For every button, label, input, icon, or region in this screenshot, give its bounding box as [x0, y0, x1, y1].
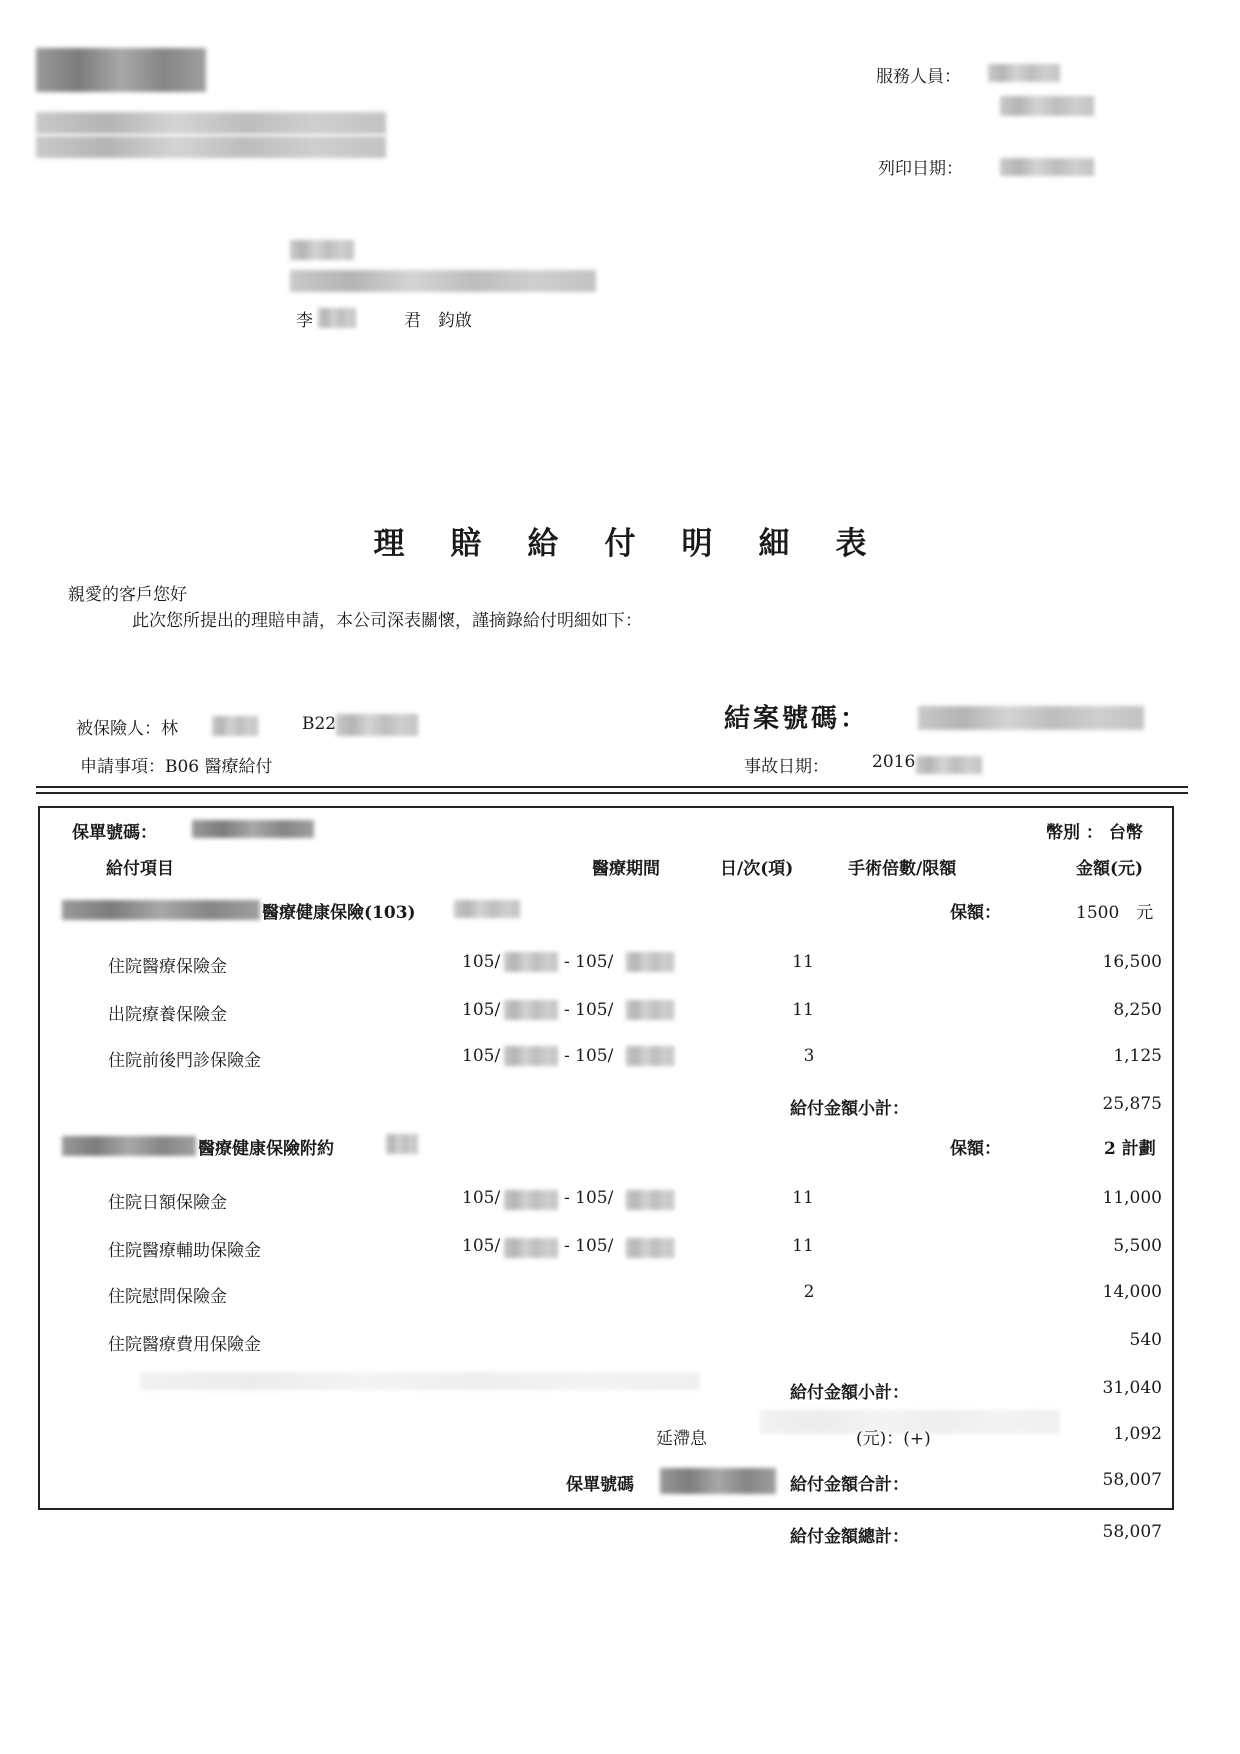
table-row-1-amount: 16,500 [1102, 952, 1162, 972]
recipient-salutation: 君 鈞啟 [404, 311, 472, 331]
document-title: 理賠給付明細表 [373, 526, 913, 562]
section-2-coverage-label: 保額： [950, 1139, 1001, 1159]
insured-id-redacted [336, 714, 418, 736]
recipient-address-redacted [290, 270, 596, 292]
table-row-1-item: 住院醫療保險金 [108, 957, 227, 977]
apply-item: 申請事項：B06 醫療給付 [80, 757, 273, 777]
accident-year: 2016 [872, 752, 916, 772]
section-2-subtotal-label: 給付金額小計： [790, 1383, 909, 1403]
table-row-1-to: - 105/ [564, 952, 614, 972]
table-row-3-from-redacted [504, 1046, 558, 1066]
grand-total-label: 給付金額總計： [790, 1527, 909, 1547]
table-row-1-from: 105/ [462, 952, 501, 972]
table-row-2-to-redacted [626, 1000, 674, 1020]
greeting-line-1: 親愛的客戶您好 [68, 585, 187, 605]
table-row-4-from-redacted [504, 1190, 558, 1210]
grand-total-amount: 58,007 [1102, 1522, 1162, 1542]
table-row-3-from: 105/ [462, 1046, 501, 1066]
table-row-5-from-redacted [504, 1238, 558, 1258]
header-surgery: 手術倍數/限額 [848, 859, 957, 879]
divider-line-bottom [36, 792, 1188, 794]
table-row-2-amount: 8,250 [1113, 1000, 1162, 1020]
table-row-3-item: 住院前後門診保險金 [108, 1051, 261, 1071]
section-2-subtotal: 31,040 [1102, 1378, 1162, 1398]
company-address-redacted [36, 112, 386, 134]
insured-name-redacted [212, 716, 258, 736]
table-row-2-item: 出院療養保險金 [108, 1005, 227, 1025]
table-row-5-from: 105/ [462, 1236, 501, 1256]
table-row-3-to-redacted [626, 1046, 674, 1066]
company-logo-redacted [36, 48, 206, 92]
table-row-1-days: 11 [792, 952, 814, 972]
table-row-5-to: - 105/ [564, 1236, 614, 1256]
recipient-name-redacted [318, 308, 356, 328]
section-1-subtotal: 25,875 [1102, 1094, 1162, 1114]
service-staff-redacted [988, 64, 1060, 82]
policy-number-footer-redacted [660, 1468, 776, 1494]
insured-id-prefix: B22 [302, 714, 337, 734]
section-1-coverage-label: 保額： [950, 903, 1001, 923]
section-2-name: 醫療健康保險附約 [198, 1139, 334, 1159]
currency-label: 幣別 ： 台幣 [1046, 823, 1143, 843]
header-amount: 金額(元) [1076, 859, 1144, 879]
table-row-5-to-redacted [626, 1238, 674, 1258]
header-item: 給付項目 [106, 859, 174, 879]
policy-number-redacted [192, 820, 314, 838]
table-row-1-to-redacted [626, 952, 674, 972]
section-2-product-redacted [62, 1136, 196, 1156]
scan-noise-1 [140, 1372, 700, 1390]
table-row-4-to: - 105/ [564, 1188, 614, 1208]
section-1-product-redacted [62, 900, 260, 920]
table-row-2-from: 105/ [462, 1000, 501, 1020]
table-row-3-to: - 105/ [564, 1046, 614, 1066]
insured-label: 被保險人：林 [76, 719, 178, 739]
section-2-code-redacted [386, 1134, 418, 1154]
print-date-redacted [1000, 158, 1094, 176]
table-row-5-days: 11 [792, 1236, 814, 1256]
section-1-subtotal-label: 給付金額小計： [790, 1099, 909, 1119]
table-row-4-days: 11 [792, 1188, 814, 1208]
header-days: 日/次(項) [720, 859, 794, 879]
table-row-3-amount: 1,125 [1113, 1046, 1162, 1066]
table-row-5-item: 住院醫療輔助保險金 [108, 1241, 261, 1261]
header-period: 醫療期間 [592, 859, 660, 879]
service-staff-ext-redacted [1000, 96, 1094, 116]
table-row-6-amount: 14,000 [1102, 1282, 1162, 1302]
table-row-5-amount: 5,500 [1113, 1236, 1162, 1256]
table-row-2-to: - 105/ [564, 1000, 614, 1020]
table-row-2-from-redacted [504, 1000, 558, 1020]
table-row-7-item: 住院醫療費用保險金 [108, 1335, 261, 1355]
case-number-redacted [918, 706, 1144, 730]
table-row-2-days: 11 [792, 1000, 814, 1020]
table-row-7-amount: 540 [1129, 1330, 1162, 1350]
company-phone-redacted [36, 136, 386, 158]
table-row-4-amount: 11,000 [1102, 1188, 1162, 1208]
table-row-4-item: 住院日額保險金 [108, 1193, 227, 1213]
delay-interest-label: 延滯息 [656, 1429, 707, 1449]
total-label: 給付金額合計： [790, 1475, 909, 1495]
section-1-code-redacted [454, 900, 520, 918]
table-row-4-from: 105/ [462, 1188, 501, 1208]
recipient-name-prefix: 李 [296, 311, 313, 331]
accident-date-label: 事故日期： [744, 757, 829, 777]
table-row-4-to-redacted [626, 1190, 674, 1210]
table-row-1-from-redacted [504, 952, 558, 972]
section-1-name: 醫療健康保險(103) [262, 903, 416, 923]
greeting-line-2: 此次您所提出的理賠申請，本公司深表關懷，謹摘錄給付明細如下： [132, 611, 642, 631]
table-row-6-item: 住院慰問保險金 [108, 1287, 227, 1307]
section-2-coverage-value: 2 計劃 [1104, 1139, 1156, 1159]
delay-interest-amount: 1,092 [1113, 1424, 1162, 1444]
table-row-3-days: 3 [803, 1046, 815, 1066]
divider-line-top [36, 786, 1188, 788]
total-amount: 58,007 [1102, 1470, 1162, 1490]
print-date-label: 列印日期： [878, 159, 963, 179]
policy-number-footer-label: 保單號碼 [566, 1475, 634, 1495]
case-number-label: 結案號碼： [724, 704, 870, 734]
recipient-zip-redacted [290, 240, 354, 260]
section-1-coverage-value: 1500 元 [1076, 903, 1154, 923]
accident-date-redacted [916, 756, 982, 774]
delay-interest-unit: (元)：(+) [856, 1429, 931, 1449]
table-row-6-days: 2 [803, 1282, 815, 1302]
policy-number-label: 保單號碼： [72, 823, 157, 843]
service-staff-label: 服務人員： [876, 67, 961, 87]
